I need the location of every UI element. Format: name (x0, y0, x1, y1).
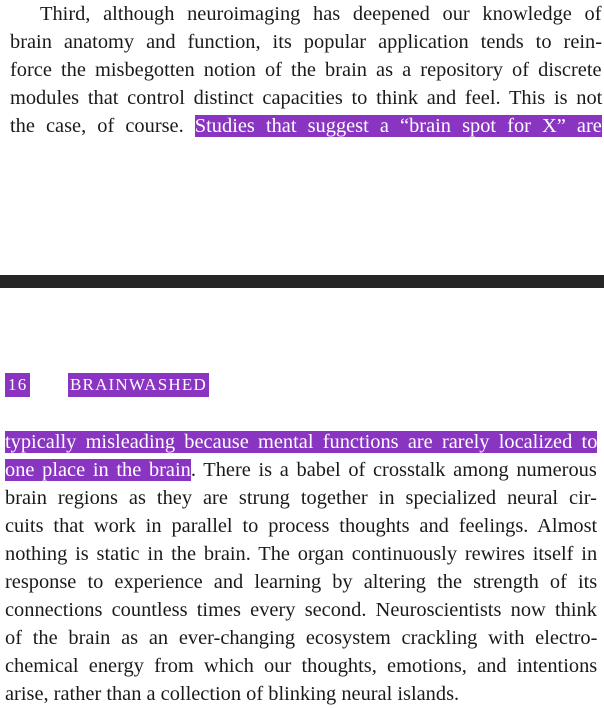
paragraph-line: force the misbegotten notion of the brain as a repository of discrete (10, 59, 602, 81)
highlighted-passage[interactable]: Studies that suggest a “brain spot for X” are (194, 115, 602, 137)
page-number[interactable]: 16 (5, 373, 30, 397)
paragraph-line: brain anatomy and function, its popular application tends to rein- (10, 31, 603, 53)
paragraph-line: connections countless times every second. Neuroscientists now think (5, 599, 597, 621)
paragraph-line (5, 428, 597, 456)
highlighted-passage[interactable]: one place in the brain (5, 459, 191, 481)
paragraph-line (10, 112, 602, 140)
paragraph-line: chemical energy from which our thoughts, emotions, and intentions (5, 655, 598, 677)
paragraph-line: arise, rather than a collection of blinking neural islands. (5, 683, 460, 705)
paragraph-line (5, 456, 597, 484)
paragraph-line: brain regions as they are strung together in specialized neural cir- (5, 487, 597, 509)
page-divider (0, 275, 604, 288)
paragraph-line: Third, although neuroimaging has deepened our knowledge of (40, 3, 602, 25)
paragraph-line: cuits that work in parallel to process thoughts and feelings. Almost (5, 515, 598, 537)
paragraph-line: of the brain as an ever-changing ecosystem crackling with electro- (5, 627, 598, 649)
line-text: . There is a babel of crosstalk among numerous (190, 459, 597, 481)
highlighted-passage[interactable]: typically misleading because mental functions are rarely localized to (5, 431, 598, 453)
line-text: the case, of course. (10, 115, 195, 137)
paragraph-line: modules that control distinct capacities to think and feel. This is not (10, 87, 603, 109)
running-head[interactable]: BRAINWASHED (68, 373, 209, 397)
paragraph-line: nothing is static in the brain. The organ continuously rewires itself in (5, 543, 598, 565)
paragraph-line: response to experience and learning by altering the strength of its (5, 571, 598, 593)
